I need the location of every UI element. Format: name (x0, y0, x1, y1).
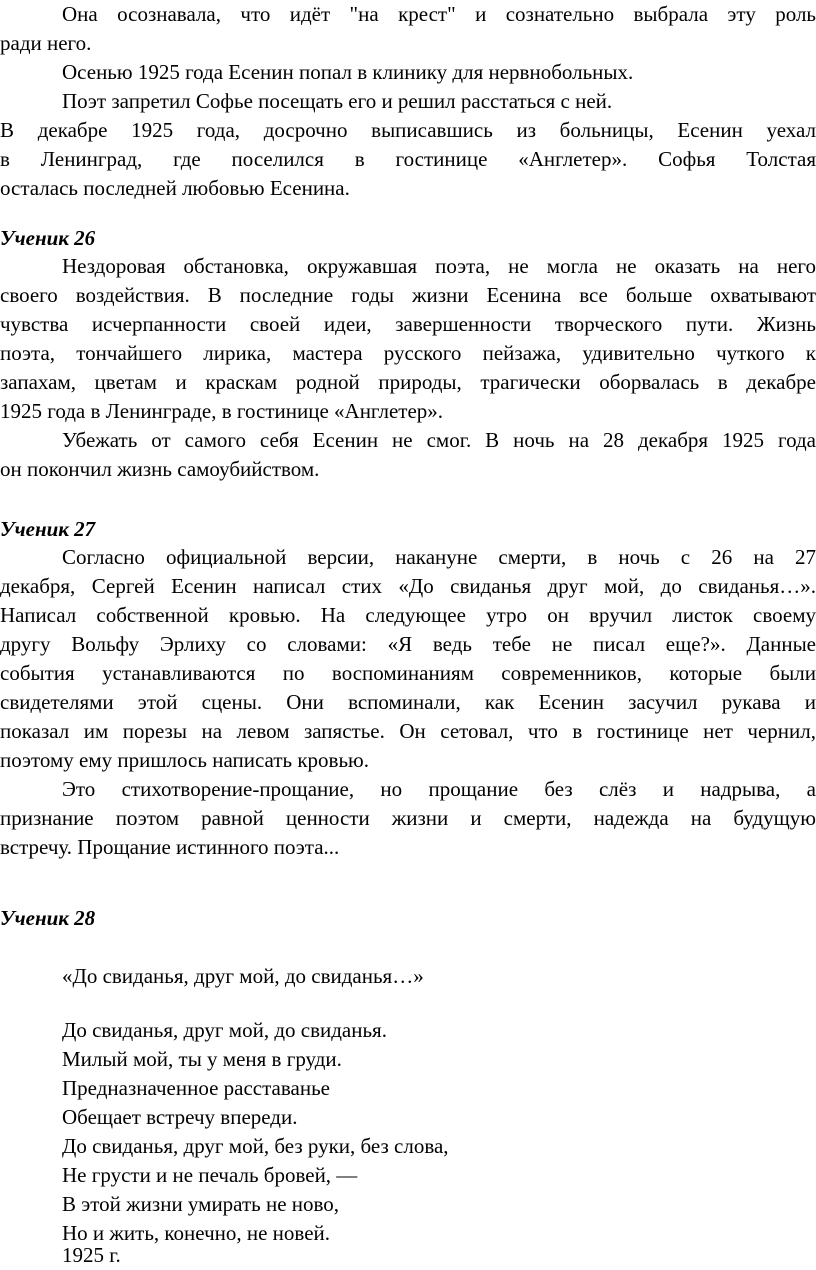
text-line: декабря, Сергей Есенин написал стих «До свиданья друг мой, до свиданья…». (0, 574, 816, 598)
text-line: Согласно официальной версии, накануне смерти, в ночь с 26 на 27 (62, 545, 816, 569)
section-heading: Ученик 28 (0, 906, 96, 930)
text-line: встречу. Прощание истинного поэта... (0, 835, 340, 859)
text-line: он покончил жизнь самоубийством. (0, 457, 320, 481)
text-line: признание поэтом равной ценности жизни и смерти, надежда на будущую (0, 806, 816, 830)
text-line: своего воздействия. В последние годы жизни Есенина все больше охватывают (0, 283, 816, 307)
text-line: запахам, цветам и краскам родной природы, трагически оборвалась в декабре (0, 370, 816, 394)
poem-line: Но и жить, конечно, не новей. (62, 1221, 331, 1245)
text-line: В декабре 1925 года, досрочно выписавшись из больницы, Есенин уехал (0, 118, 816, 142)
text-line: чувства исчерпанности своей идеи, завершенности творческого пути. Жизнь (0, 312, 816, 336)
poem-line: Милый мой, ты у меня в груди. (62, 1047, 342, 1071)
text-line: Написал собственной кровью. На следующее утро он вручил листок своему (0, 603, 816, 627)
poem-line: В этой жизни умирать не ново, (62, 1192, 340, 1216)
poem-year: 1925 г. (62, 1243, 121, 1267)
text-line: Убежать от самого себя Есенин не смог. В ночь на 28 декабря 1925 года (62, 428, 816, 452)
poem-line: До свиданья, друг мой, без руки, без слова, (62, 1134, 449, 1158)
text-line: события устанавливаются по воспоминаниям современников, которые были (0, 661, 816, 685)
poem-line: До свиданья, друг мой, до свиданья. (62, 1018, 387, 1042)
text-line: свидетелями этой сцены. Они вспоминали, как Есенин засучил рукава и (0, 690, 816, 714)
text-line: Поэт запретил Софье посещать его и решил расстаться с ней. (62, 89, 613, 113)
text-line: осталась последней любовью Есенина. (0, 176, 350, 200)
poem-title: «До свиданья, друг мой, до свиданья…» (62, 964, 424, 988)
text-line: показал им порезы на левом запястье. Он сетовал, что в гостинице нет чернил, (0, 719, 816, 743)
text-line: поэта, тончайшего лирика, мастера русского пейзажа, удивительно чуткого к (0, 341, 816, 365)
text-line: в Ленинград, где поселился в гостинице «Англетер». Софья Толстая (0, 147, 816, 171)
poem-line: Не грусти и не печаль бровей, — (62, 1163, 358, 1187)
text-line: Она осознавала, что идёт "на крест" и сознательно выбрала эту роль (62, 2, 816, 26)
section-heading: Ученик 27 (0, 517, 96, 541)
poem-line: Обещает встречу впереди. (62, 1105, 298, 1129)
text-line: другу Вольфу Эрлиху со словами: «Я ведь тебе не писал еще?». Данные (0, 632, 816, 656)
text-line: 1925 года в Ленинграде, в гостинице «Англетер». (0, 399, 444, 423)
poem-line: Предназначенное расставанье (62, 1076, 330, 1100)
text-line: Это стихотворение-прощание, но прощание без слёз и надрыва, а (62, 777, 816, 801)
text-line: ради него. (0, 31, 92, 55)
text-line: Осенью 1925 года Есенин попал в клинику для нервнобольных. (62, 60, 634, 84)
text-line: поэтому ему пришлось написать кровью. (0, 748, 369, 772)
section-heading: Ученик 26 (0, 226, 96, 250)
text-line: Нездоровая обстановка, окружавшая поэта, не могла не оказать на него (62, 254, 816, 278)
